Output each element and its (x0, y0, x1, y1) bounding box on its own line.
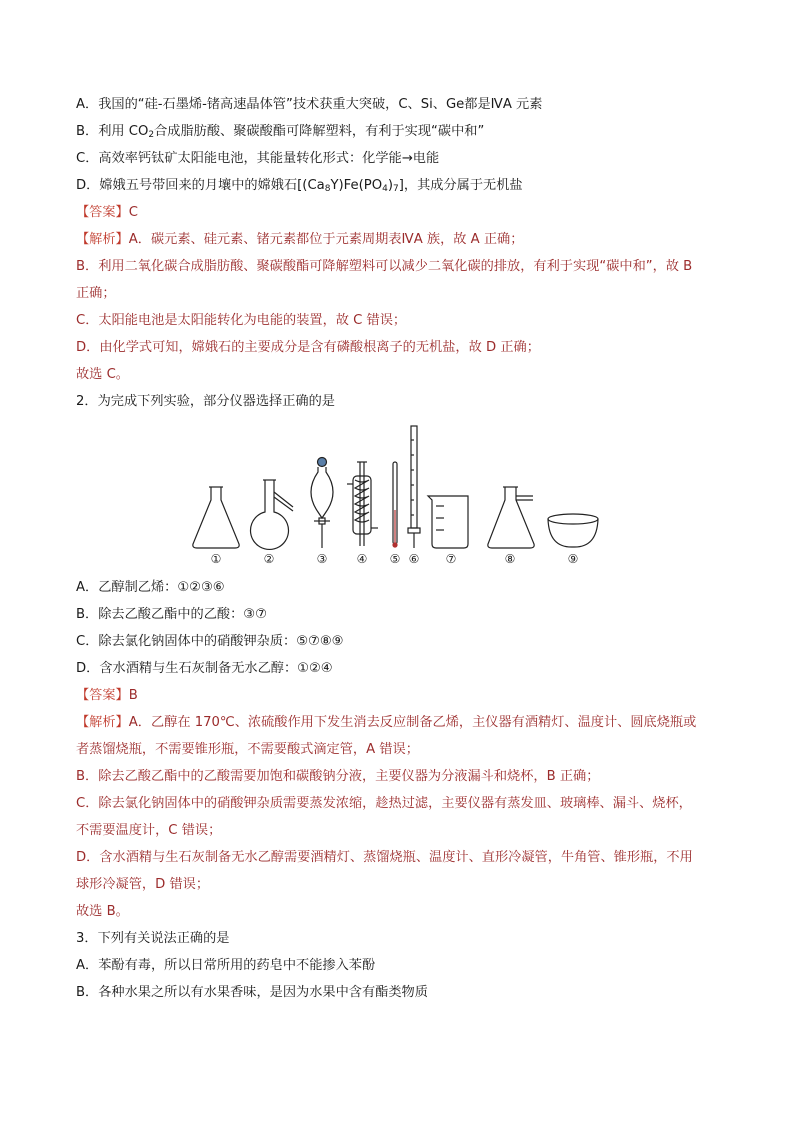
q2-analysis-line: D．含水酒精与生石灰制备无水乙醇需要酒精灯、蒸馏烧瓶、温度计、直形冷凝管，牛角管、锥形瓶，不用 (76, 850, 693, 865)
q1-analysis-line: 正确； (76, 286, 116, 301)
q2-analysis-line: 球形冷凝管，D 错误； (76, 877, 210, 892)
q2-option-a: A．乙醇制乙烯：①②③⑥ (76, 580, 225, 595)
q2-option-b: B．除去乙酸乙酯中的乙酸：③⑦ (76, 607, 267, 622)
q1-option-d-sub2: 4 (382, 184, 388, 194)
figure-label: ⑥ (408, 552, 420, 566)
evaporating-dish-icon (548, 514, 598, 547)
q3-option-a: A．苯酚有毒，所以日常所用的药皂中不能掺入苯酚 (76, 958, 376, 973)
conical-flask-icon (193, 487, 239, 548)
q2-answer (76, 687, 138, 705)
q2-analysis-line: 不需要温度计，C 错误； (76, 823, 222, 838)
q2-option-d: D．含水酒精与生石灰制备无水乙醇：①②④ (76, 661, 333, 676)
beaker-icon (428, 496, 468, 548)
q1-option-b-post: 合成脂肪酸、聚碳酸酯可降解塑料，有利于实现“碳中和” (154, 124, 485, 139)
q2-analysis-line: 者蒸馏烧瓶，不需要锥形瓶，不需要酸式滴定管，A 错误； (76, 742, 419, 757)
q1-analysis-line: C．太阳能电池是太阳能转化为电能的装置，故 C 错误； (76, 313, 407, 328)
figure-label: ⑦ (445, 552, 457, 566)
q2-analysis-line: 故选 B。 (76, 904, 129, 919)
q1-analysis-text: A．碳元素、硅元素、锗元素都位于元素周期表ⅣA 族，故 A 正确； (128, 232, 524, 247)
q1-option-b-pre: B．利用 CO (76, 124, 149, 139)
q1-option-c: C．高效率钙钛矿太阳能电池，其能量转化形式：化学能→电能 (76, 151, 440, 166)
q1-answer-tag: 【答案】 (76, 205, 129, 220)
suction-flask-icon (488, 487, 534, 548)
q2-analysis-line: B．除去乙酸乙酯中的乙酸需要加饱和碳酸钠分液，主要仪器为分液漏斗和烧杯，B 正确； (76, 769, 600, 784)
distillation-flask-icon (251, 480, 293, 549)
figure-label: ⑨ (567, 552, 579, 566)
q2-analysis-tag: 【解析】 (76, 715, 129, 730)
q2-answer-tag: 【答案】 (76, 688, 129, 703)
q1-option-d-post: ]，其成分属于无机盐 (398, 178, 523, 193)
q1-analysis-line: D．由化学式可知，嫦娥石的主要成分是含有磷酸根离子的无机盐，故 D 正确； (76, 340, 540, 355)
figure-label: ⑤ (389, 552, 401, 566)
q1-option-b-sub: 2 (148, 130, 155, 140)
figure-label: ② (263, 552, 275, 566)
figure-label: ④ (356, 552, 368, 566)
q2-option-c: C．除去氯化钠固体中的硝酸钾杂质：⑤⑦⑧⑨ (76, 634, 344, 649)
q3-option-b: B．各种水果之所以有水果香味，是因为水果中含有酯类物质 (76, 985, 428, 1000)
separatory-funnel-icon (311, 458, 333, 549)
q1-option-a: A．我国的“硅-石墨烯-锗高速晶体管”技术获重大突破，C、Si、Ge都是ⅣA 元素 (76, 97, 543, 112)
q1-answer-value: C (128, 205, 138, 220)
q2-stem: 2．为完成下列实验，部分仪器选择正确的是 (76, 394, 335, 409)
q2-analysis-line (76, 714, 696, 732)
q1-analysis-line: B．利用二氧化碳合成脂肪酸、聚碳酸酯可降解塑料可以减少二氧化碳的排放，有利于实现“碳中和”，故 B (76, 259, 693, 274)
q2-analysis-line: C．除去氯化钠固体中的硝酸钾杂质需要蒸发浓缩，趁热过滤，主要仪器有蒸发皿、玻璃棒、漏斗、烧杯， (76, 796, 692, 811)
bulb-condenser-icon (347, 462, 378, 546)
q1-option-d-pre: D．嫦娥五号带回来的月壤中的嫦娥石[(Ca (76, 178, 325, 193)
q3-stem: 3．下列有关说法正确的是 (76, 931, 230, 946)
q2-analysis-text: A．乙醇在 170℃、浓硫酸作用下发生消去反应制备乙烯，主仪器有酒精灯、温度计、圆底烧瓶或 (128, 715, 697, 730)
q2-answer-value: B (128, 688, 138, 703)
figure-label: ③ (316, 552, 328, 566)
q1-option-d-mid2: ) (387, 178, 394, 193)
q1-option-d-sub3: 7 (393, 184, 399, 194)
q1-option-d-mid: Y)Fe(PO (330, 178, 383, 193)
burette-icon (408, 426, 420, 548)
figure-label: ① (210, 552, 222, 566)
q1-option-d-sub1: 8 (324, 184, 331, 194)
figure-label: ⑧ (504, 552, 516, 566)
q1-analysis-tag: 【解析】 (76, 232, 129, 247)
thermometer-icon (393, 462, 397, 547)
q1-analysis-line: 故选 C。 (76, 367, 129, 382)
